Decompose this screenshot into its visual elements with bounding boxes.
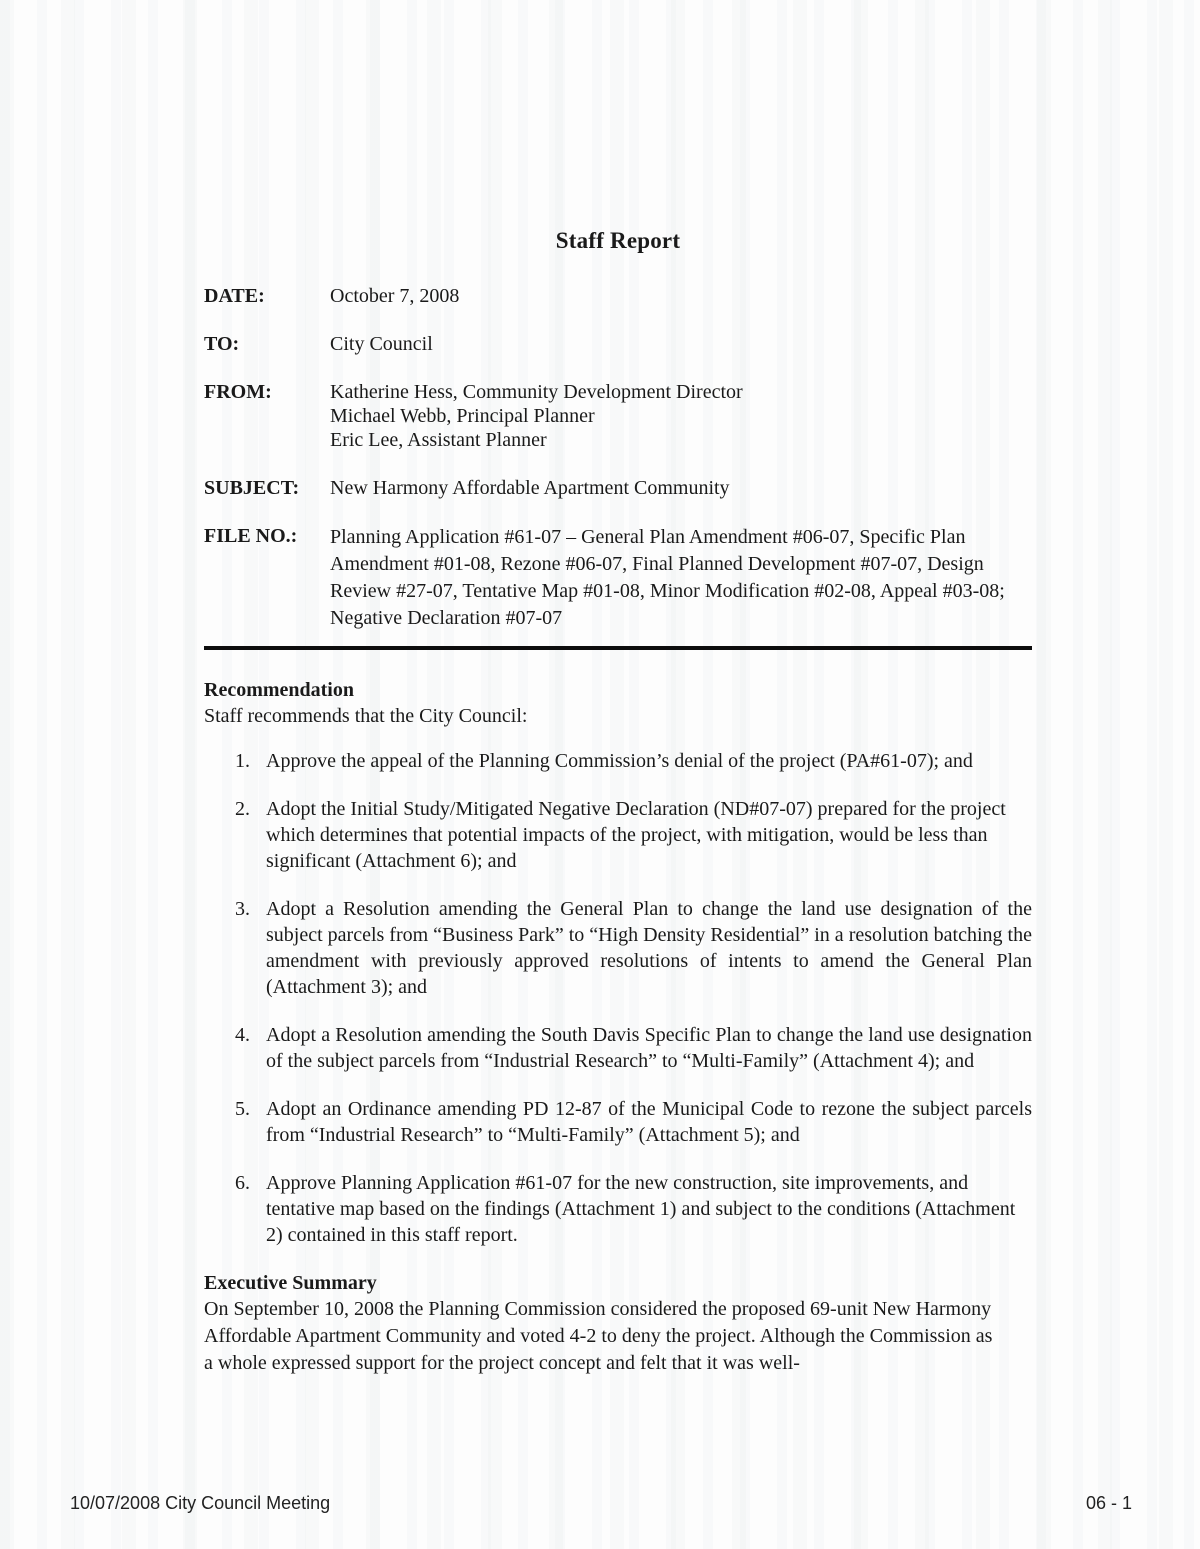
from-line-3: Eric Lee, Assistant Planner xyxy=(330,429,547,451)
divider-rule xyxy=(204,646,1032,650)
field-row-from xyxy=(204,380,1032,452)
field-value-from xyxy=(330,380,1032,452)
list-item xyxy=(204,748,1032,774)
list-item xyxy=(204,796,1032,874)
list-item-text: Adopt a Resolution amending the General Plan to change the land use designation of the subject parcels from “Business Park” to “High Density Residential” in a resolution batching the amendment with previously approved resolutions of intents to amend the General Plan (Attachment 3); and xyxy=(266,898,1032,998)
recommendation-intro: Staff recommends that the City Council: xyxy=(204,705,528,727)
recommendation-list xyxy=(204,748,1032,1248)
list-item xyxy=(204,896,1032,1000)
field-value-date: October 7, 2008 xyxy=(330,285,460,307)
list-item xyxy=(204,1170,1032,1248)
footer-meeting-label: 10/07/2008 City Council Meeting xyxy=(70,1493,331,1513)
executive-summary-heading: Executive Summary xyxy=(204,1272,377,1294)
field-label-fileno: FILE NO.: xyxy=(204,525,298,547)
field-label-date: DATE: xyxy=(204,285,265,307)
field-value-to: City Council xyxy=(330,333,433,355)
executive-summary-body: On September 10, 2008 the Planning Commission considered the proposed 69-unit New Harmony Affordable Apartment Community and voted 4-2 to deny the project. Although the Commission as a whole expressed support for the project concept and felt that it was well- xyxy=(204,1298,993,1374)
list-item-text: Adopt a Resolution amending the South Davis Specific Plan to change the land use designation of the subject parcels from “Industrial Research” to “Multi-Family” (Attachment 4); and xyxy=(266,1024,1032,1072)
from-line-2: Michael Webb, Principal Planner xyxy=(330,405,595,427)
field-label-from: FROM: xyxy=(204,381,272,403)
list-item-number: 3. xyxy=(235,898,250,920)
field-value-subject: New Harmony Affordable Apartment Community xyxy=(330,477,730,499)
list-item-number: 4. xyxy=(235,1024,250,1046)
field-row-to xyxy=(204,332,1032,356)
list-item xyxy=(204,1022,1032,1074)
page-footer xyxy=(0,1490,1200,1516)
list-item-text: Adopt an Ordinance amending PD 12-87 of the Municipal Code to rezone the subject parcels from “Industrial Research” to “Multi-Family” (Attachment 5); and xyxy=(266,1098,1032,1146)
field-label-to: TO: xyxy=(204,333,240,355)
field-label-subject: SUBJECT: xyxy=(204,477,300,499)
list-item-number: 1. xyxy=(235,750,250,772)
list-item-text: Approve Planning Application #61-07 for the new construction, site improvements, and tentative map based on the findings (Attachment 1) and subject to the conditions (Attachment 2) contained in this staff report. xyxy=(266,1172,1016,1246)
list-item-number: 2. xyxy=(235,798,250,820)
footer-page-number: 06 - 1 xyxy=(1085,1493,1132,1513)
list-item-text: Adopt the Initial Study/Mitigated Negative Declaration (ND#07-07) prepared for the project which determines that potential impacts of the project, with mitigation, would be less than significant (Attachment 6); and xyxy=(266,798,1006,872)
page-title: Staff Report xyxy=(555,228,681,253)
field-row-subject xyxy=(204,476,1032,500)
list-item-number: 6. xyxy=(235,1172,250,1194)
field-value-fileno: Planning Application #61-07 – General Plan Amendment #06-07, Specific Plan Amendment #01-08, Rezone #06-07, Final Planned Development #07-07, Design Review #27-07, Tentative Map #01-08, Minor Modification #02-08, Appeal #03-08; Negative Declaration #07-07 xyxy=(330,526,1005,629)
field-row-date xyxy=(204,284,1032,308)
list-item-text: Approve the appeal of the Planning Commission’s denial of the project (PA#61-07); and xyxy=(266,750,973,772)
list-item xyxy=(204,1096,1032,1148)
recommendation-heading: Recommendation xyxy=(204,679,354,701)
from-line-1: Katherine Hess, Community Development Director xyxy=(330,381,743,403)
document-content xyxy=(204,226,1032,1377)
list-item-number: 5. xyxy=(235,1098,250,1120)
field-row-fileno xyxy=(204,524,1032,632)
